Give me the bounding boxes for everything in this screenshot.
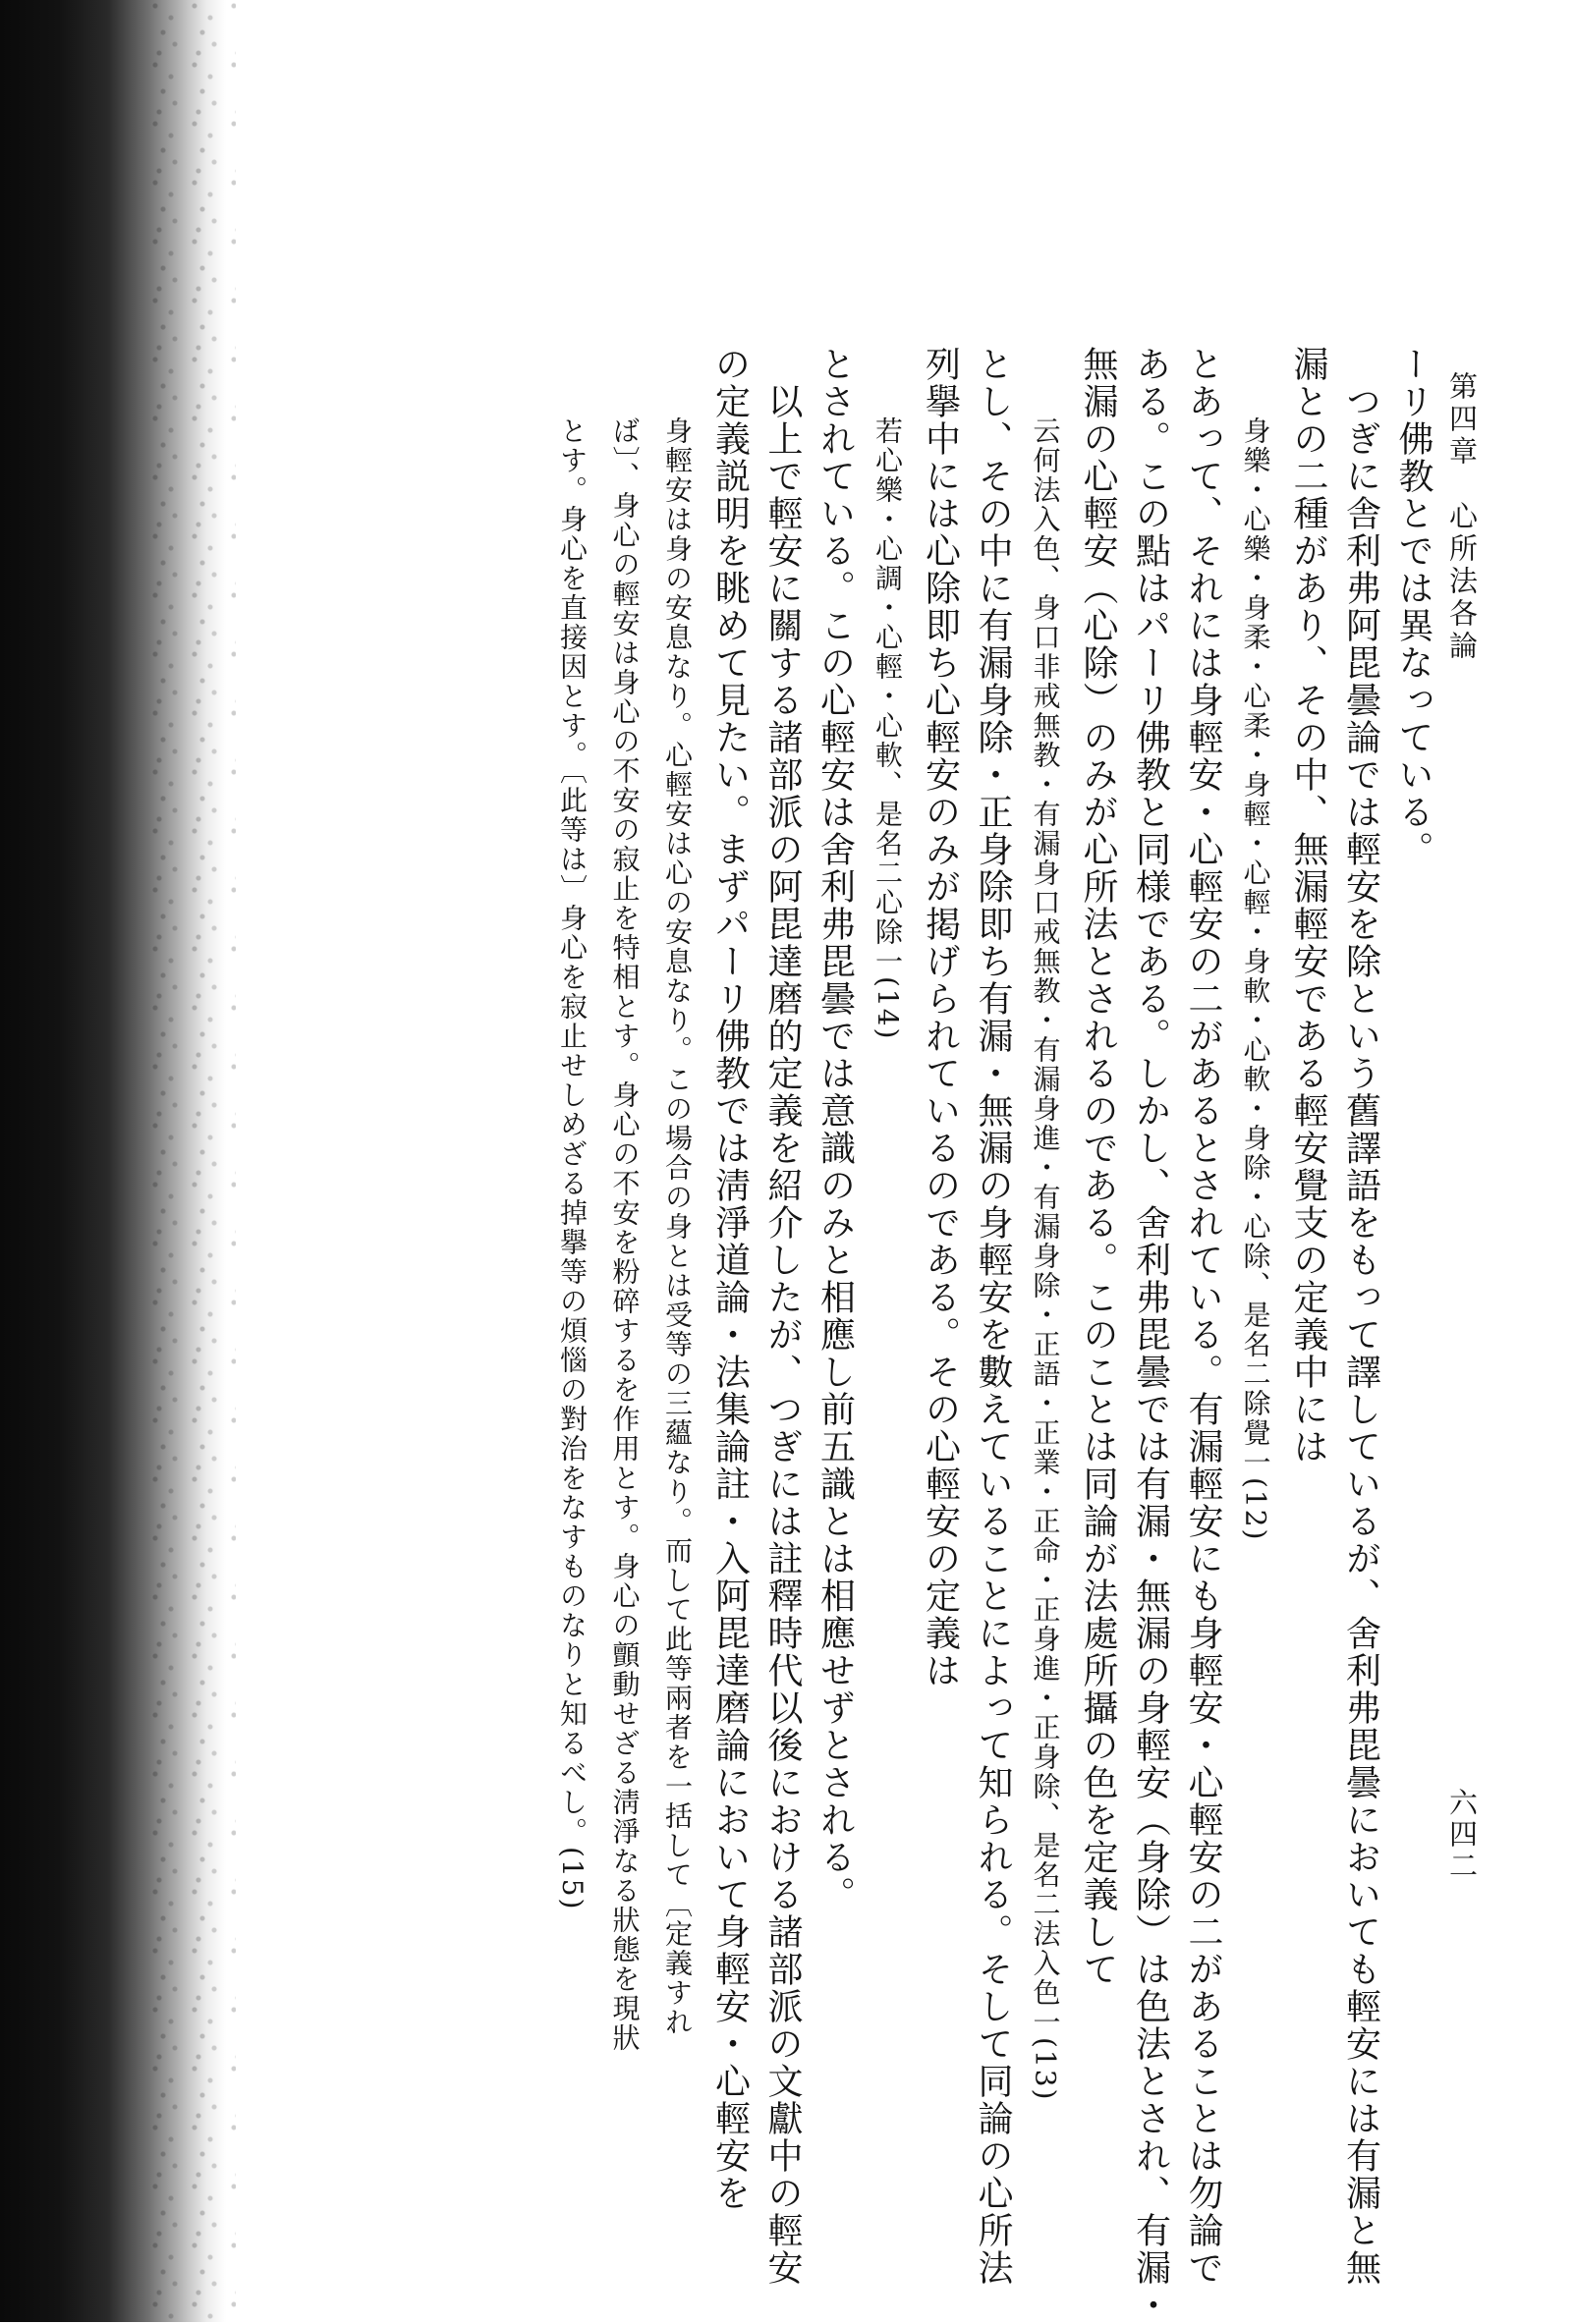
quotation-line: 若心樂・心調・心輕・心軟、是名二心除一(14): [871, 416, 904, 1041]
text-line: ーリ佛教とでは異なっている。: [1393, 346, 1433, 868]
text-line: とあって、それには身輕安・心輕安の二があるとされている。有漏輕安にも身輕安・心輕安の二があることは勿論で: [1183, 346, 1223, 2287]
quotation-line: 身輕安は身の安息なり。心輕安は心の安息なり。この場合の身とは受等の三蘊なり。而して此等兩者を一括して〔定義すれ: [661, 416, 694, 2037]
text-line: 列擧中には心除即ち心輕安のみが掲げられているのである。その心輕安の定義は: [920, 346, 961, 1689]
text-line: 以上で輕安に關する諸部派の阿毘達磨的定義を紹介したが、つぎには註釋時代以後における諸部派の文獻中の輕安: [762, 346, 803, 2287]
quotation-line: ば〕、身心の輕安は身心の不安の寂止を特相とす。身心の不安を粉碎するを作用とす。身心の顫動せざる淸淨なる狀態を現狀: [608, 416, 642, 2053]
text-line: 漏との二種があり、その中、無漏輕安である輕安覺支の定義中には: [1288, 346, 1328, 1466]
running-header-title: 第四章 心所法各論: [1445, 371, 1479, 663]
text-line: つぎに舎利弗阿毘曇論では輕安を除という舊譯語をもって譯しているが、舍利弗毘曇においても輕安には有漏と無: [1340, 346, 1381, 2287]
quotation-line: 身樂・心樂・身柔・心柔・身輕・心輕・身軟・心軟・身除・心除、是名二除覺一(12): [1239, 416, 1272, 1542]
scan-speckle: [147, 0, 236, 2322]
text-line: とされている。この心輕安は舍利弗毘曇では意識のみと相應し前五識とは相應せずとされる。: [815, 346, 856, 1913]
quotation-line: とす。身心を直接因とす。〔此等は〕身心を寂止せしめざる掉擧等の煩惱の對治をなすものなりと知るべし。(15): [556, 416, 589, 1911]
text-line: とし、その中に有漏身除・正身除即ち有漏・無漏の身輕安を數えていることによって知られる。そして同論の心所法: [973, 346, 1013, 2287]
page-number: 六四二: [1445, 1788, 1479, 1882]
body-text: [546, 346, 1440, 2324]
text-line: の定義説明を眺めて見たい。まずパーリ佛教では淸淨道論・法集論註・入阿毘達磨論において身輕安・心輕安を: [709, 346, 751, 2212]
text-line: 無漏の心輕安（心除）のみが心所法とされるのである。このことは同論が法處所攝の色を定義して: [1078, 346, 1118, 1988]
text-line: ある。この點はパーリ佛教と同様である。しかし、舍利弗毘曇では有漏・無漏の身輕安（身除）は色法とされ、有漏・: [1130, 346, 1171, 2324]
quotation-line: 云何法入色、身口非戒無教・有漏身口戒無教・有漏身進・有漏身除・正語・正業・正命・正身進・正身除、是名二法入色一(13): [1029, 416, 1062, 2102]
